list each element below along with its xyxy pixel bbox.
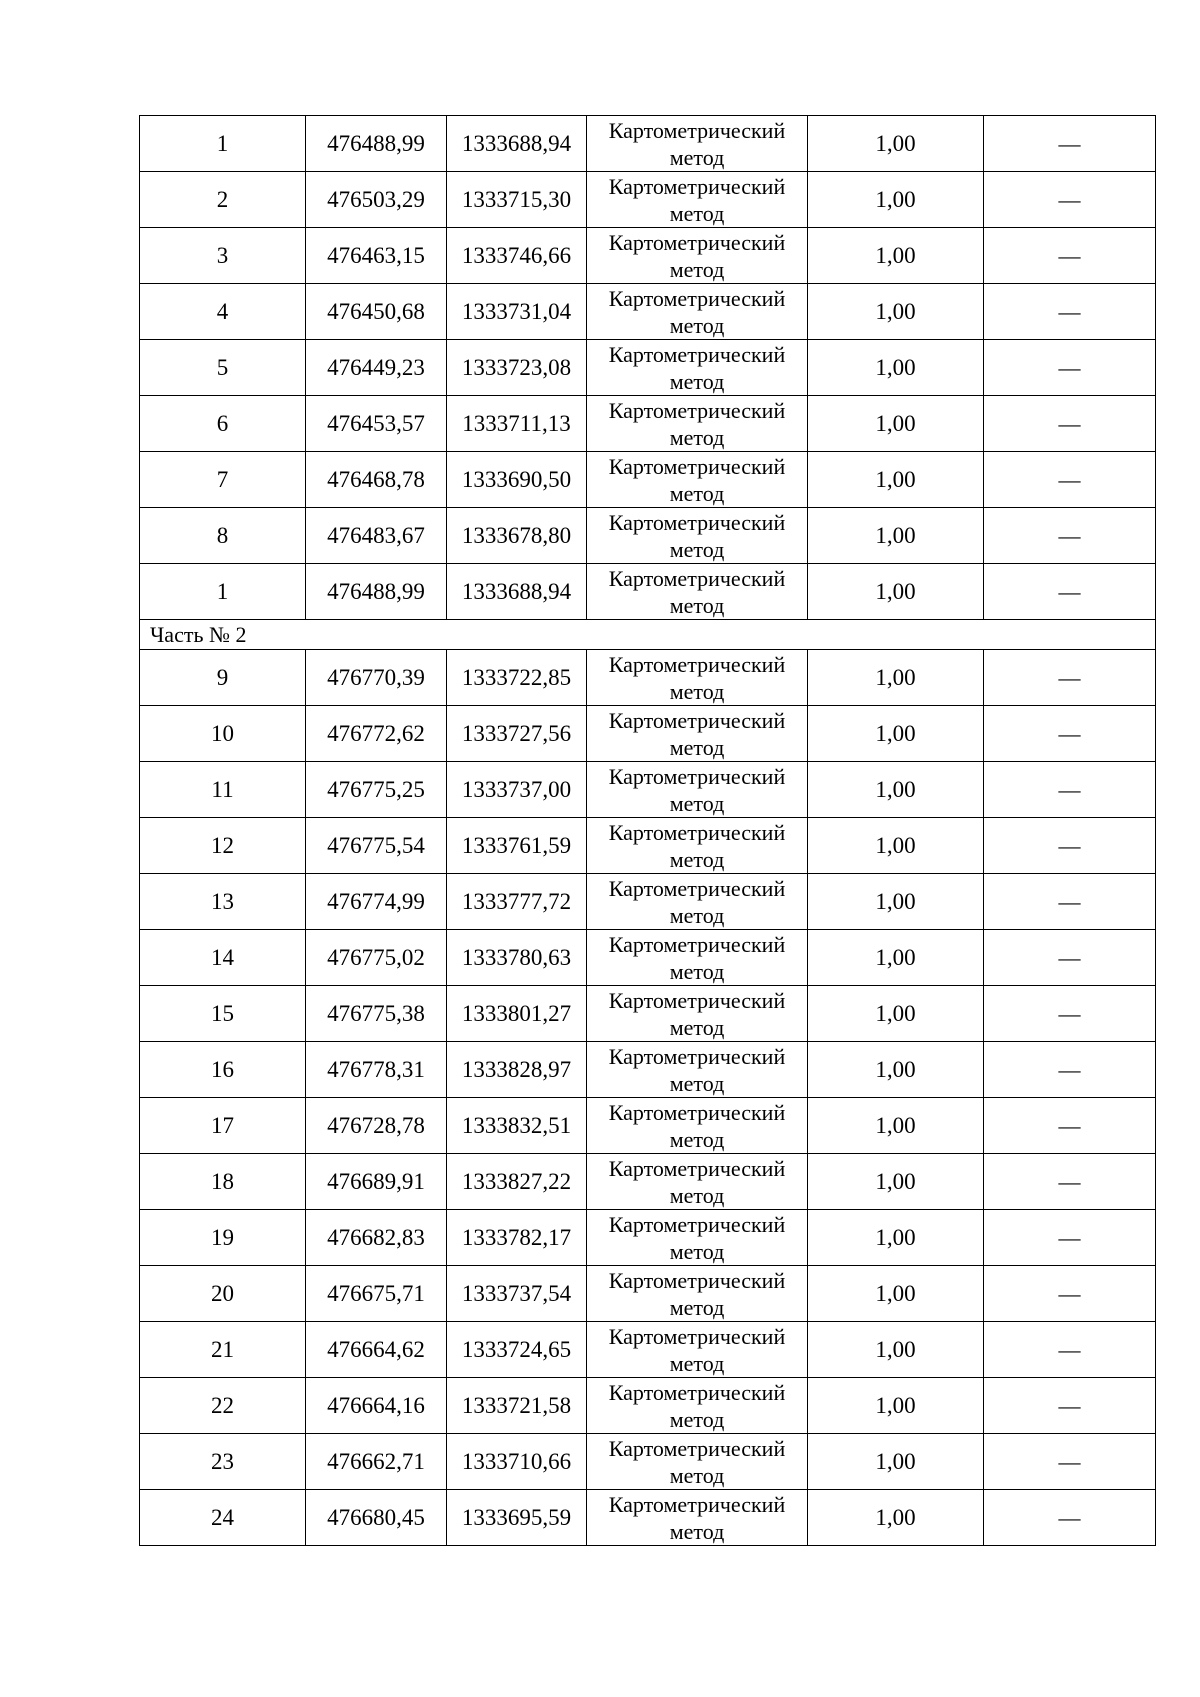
accuracy-cell: 1,00 — [808, 228, 984, 284]
x-coordinate-cell: 476774,99 — [306, 874, 447, 930]
x-coordinate-cell: 476689,91 — [306, 1154, 447, 1210]
method-cell: Картометрический метод — [587, 396, 808, 452]
y-coordinate-cell: 1333678,80 — [447, 508, 587, 564]
point-number-cell: 8 — [140, 508, 306, 564]
point-number-cell: 21 — [140, 1322, 306, 1378]
point-number-cell: 1 — [140, 116, 306, 172]
point-number-cell: 11 — [140, 762, 306, 818]
accuracy-cell: 1,00 — [808, 930, 984, 986]
y-coordinate-cell: 1333695,59 — [447, 1490, 587, 1546]
method-cell: Картометрический метод — [587, 650, 808, 706]
y-coordinate-cell: 1333746,66 — [447, 228, 587, 284]
table-row — [140, 172, 1156, 228]
method-cell: Картометрический метод — [587, 340, 808, 396]
description-cell: — — [984, 1042, 1156, 1098]
accuracy-cell: 1,00 — [808, 1266, 984, 1322]
method-cell: Картометрический метод — [587, 1322, 808, 1378]
y-coordinate-cell: 1333782,17 — [447, 1210, 587, 1266]
description-cell: — — [984, 818, 1156, 874]
x-coordinate-cell: 476664,62 — [306, 1322, 447, 1378]
point-number-cell: 14 — [140, 930, 306, 986]
accuracy-cell: 1,00 — [808, 452, 984, 508]
point-number-cell: 1 — [140, 564, 306, 620]
method-cell: Картометрический метод — [587, 706, 808, 762]
x-coordinate-cell: 476772,62 — [306, 706, 447, 762]
section-header-row — [140, 620, 1156, 650]
accuracy-cell: 1,00 — [808, 1210, 984, 1266]
point-number-cell: 7 — [140, 452, 306, 508]
description-cell: — — [984, 1098, 1156, 1154]
accuracy-cell: 1,00 — [808, 284, 984, 340]
table-row — [140, 1378, 1156, 1434]
method-cell: Картометрический метод — [587, 930, 808, 986]
method-cell: Картометрический метод — [587, 818, 808, 874]
y-coordinate-cell: 1333690,50 — [447, 452, 587, 508]
x-coordinate-cell: 476775,54 — [306, 818, 447, 874]
y-coordinate-cell: 1333688,94 — [447, 564, 587, 620]
x-coordinate-cell: 476775,25 — [306, 762, 447, 818]
x-coordinate-cell: 476778,31 — [306, 1042, 447, 1098]
point-number-cell: 4 — [140, 284, 306, 340]
accuracy-cell: 1,00 — [808, 1434, 984, 1490]
description-cell: — — [984, 396, 1156, 452]
accuracy-cell: 1,00 — [808, 116, 984, 172]
description-cell: — — [984, 1266, 1156, 1322]
method-cell: Картометрический метод — [587, 1490, 808, 1546]
description-cell: — — [984, 1322, 1156, 1378]
accuracy-cell: 1,00 — [808, 340, 984, 396]
point-number-cell: 3 — [140, 228, 306, 284]
y-coordinate-cell: 1333832,51 — [447, 1098, 587, 1154]
table-row — [140, 396, 1156, 452]
point-number-cell: 18 — [140, 1154, 306, 1210]
y-coordinate-cell: 1333723,08 — [447, 340, 587, 396]
description-cell: — — [984, 706, 1156, 762]
method-cell: Картометрический метод — [587, 1434, 808, 1490]
table-row — [140, 284, 1156, 340]
description-cell: — — [984, 1434, 1156, 1490]
point-number-cell: 23 — [140, 1434, 306, 1490]
table-row — [140, 564, 1156, 620]
accuracy-cell: 1,00 — [808, 650, 984, 706]
method-cell: Картометрический метод — [587, 1098, 808, 1154]
y-coordinate-cell: 1333827,22 — [447, 1154, 587, 1210]
table-row — [140, 650, 1156, 706]
x-coordinate-cell: 476453,57 — [306, 396, 447, 452]
description-cell: — — [984, 508, 1156, 564]
description-cell: — — [984, 1210, 1156, 1266]
point-number-cell: 2 — [140, 172, 306, 228]
description-cell: — — [984, 564, 1156, 620]
point-number-cell: 16 — [140, 1042, 306, 1098]
accuracy-cell: 1,00 — [808, 706, 984, 762]
point-number-cell: 22 — [140, 1378, 306, 1434]
point-number-cell: 5 — [140, 340, 306, 396]
method-cell: Картометрический метод — [587, 874, 808, 930]
table-row — [140, 228, 1156, 284]
table-row — [140, 874, 1156, 930]
x-coordinate-cell: 476488,99 — [306, 564, 447, 620]
table-row — [140, 1490, 1156, 1546]
description-cell: — — [984, 930, 1156, 986]
x-coordinate-cell: 476775,38 — [306, 986, 447, 1042]
y-coordinate-cell: 1333727,56 — [447, 706, 587, 762]
method-cell: Картометрический метод — [587, 1378, 808, 1434]
x-coordinate-cell: 476775,02 — [306, 930, 447, 986]
point-number-cell: 6 — [140, 396, 306, 452]
method-cell: Картометрический метод — [587, 284, 808, 340]
method-cell: Картометрический метод — [587, 1210, 808, 1266]
y-coordinate-cell: 1333780,63 — [447, 930, 587, 986]
description-cell: — — [984, 172, 1156, 228]
method-cell: Картометрический метод — [587, 564, 808, 620]
y-coordinate-cell: 1333710,66 — [447, 1434, 587, 1490]
y-coordinate-cell: 1333721,58 — [447, 1378, 587, 1434]
accuracy-cell: 1,00 — [808, 1154, 984, 1210]
method-cell: Картометрический метод — [587, 452, 808, 508]
y-coordinate-cell: 1333777,72 — [447, 874, 587, 930]
y-coordinate-cell: 1333715,30 — [447, 172, 587, 228]
description-cell: — — [984, 1154, 1156, 1210]
table-row — [140, 762, 1156, 818]
x-coordinate-cell: 476664,16 — [306, 1378, 447, 1434]
table-row — [140, 1098, 1156, 1154]
method-cell: Картометрический метод — [587, 1154, 808, 1210]
description-cell: — — [984, 1378, 1156, 1434]
table-row — [140, 508, 1156, 564]
method-cell: Картометрический метод — [587, 172, 808, 228]
point-number-cell: 19 — [140, 1210, 306, 1266]
point-number-cell: 20 — [140, 1266, 306, 1322]
x-coordinate-cell: 476662,71 — [306, 1434, 447, 1490]
accuracy-cell: 1,00 — [808, 818, 984, 874]
description-cell: — — [984, 284, 1156, 340]
method-cell: Картометрический метод — [587, 508, 808, 564]
x-coordinate-cell: 476503,29 — [306, 172, 447, 228]
description-cell: — — [984, 650, 1156, 706]
description-cell: — — [984, 452, 1156, 508]
y-coordinate-cell: 1333722,85 — [447, 650, 587, 706]
table-row — [140, 1154, 1156, 1210]
description-cell: — — [984, 228, 1156, 284]
y-coordinate-cell: 1333688,94 — [447, 116, 587, 172]
y-coordinate-cell: 1333761,59 — [447, 818, 587, 874]
table-row — [140, 818, 1156, 874]
table-row — [140, 1042, 1156, 1098]
table-row — [140, 340, 1156, 396]
method-cell: Картометрический метод — [587, 228, 808, 284]
method-cell: Картометрический метод — [587, 986, 808, 1042]
accuracy-cell: 1,00 — [808, 1490, 984, 1546]
x-coordinate-cell: 476483,67 — [306, 508, 447, 564]
table-row — [140, 1210, 1156, 1266]
x-coordinate-cell: 476728,78 — [306, 1098, 447, 1154]
description-cell: — — [984, 874, 1156, 930]
accuracy-cell: 1,00 — [808, 1042, 984, 1098]
accuracy-cell: 1,00 — [808, 1322, 984, 1378]
table-row — [140, 930, 1156, 986]
table-row — [140, 116, 1156, 172]
section-title: Часть № 2 — [140, 620, 1156, 650]
point-number-cell: 10 — [140, 706, 306, 762]
y-coordinate-cell: 1333828,97 — [447, 1042, 587, 1098]
point-number-cell: 15 — [140, 986, 306, 1042]
method-cell: Картометрический метод — [587, 762, 808, 818]
point-number-cell: 24 — [140, 1490, 306, 1546]
x-coordinate-cell: 476463,15 — [306, 228, 447, 284]
table-row — [140, 1322, 1156, 1378]
x-coordinate-cell: 476675,71 — [306, 1266, 447, 1322]
x-coordinate-cell: 476468,78 — [306, 452, 447, 508]
accuracy-cell: 1,00 — [808, 172, 984, 228]
point-number-cell: 17 — [140, 1098, 306, 1154]
y-coordinate-cell: 1333801,27 — [447, 986, 587, 1042]
point-number-cell: 12 — [140, 818, 306, 874]
accuracy-cell: 1,00 — [808, 1378, 984, 1434]
y-coordinate-cell: 1333737,00 — [447, 762, 587, 818]
y-coordinate-cell: 1333724,65 — [447, 1322, 587, 1378]
x-coordinate-cell: 476488,99 — [306, 116, 447, 172]
description-cell: — — [984, 116, 1156, 172]
accuracy-cell: 1,00 — [808, 1098, 984, 1154]
table-row — [140, 1434, 1156, 1490]
method-cell: Картометрический метод — [587, 1266, 808, 1322]
x-coordinate-cell: 476770,39 — [306, 650, 447, 706]
accuracy-cell: 1,00 — [808, 986, 984, 1042]
y-coordinate-cell: 1333731,04 — [447, 284, 587, 340]
accuracy-cell: 1,00 — [808, 508, 984, 564]
table-row — [140, 1266, 1156, 1322]
point-number-cell: 9 — [140, 650, 306, 706]
accuracy-cell: 1,00 — [808, 762, 984, 818]
y-coordinate-cell: 1333737,54 — [447, 1266, 587, 1322]
description-cell: — — [984, 986, 1156, 1042]
table-row — [140, 452, 1156, 508]
point-number-cell: 13 — [140, 874, 306, 930]
method-cell: Картометрический метод — [587, 1042, 808, 1098]
accuracy-cell: 1,00 — [808, 874, 984, 930]
accuracy-cell: 1,00 — [808, 396, 984, 452]
method-cell: Картометрический метод — [587, 116, 808, 172]
description-cell: — — [984, 762, 1156, 818]
x-coordinate-cell: 476450,68 — [306, 284, 447, 340]
description-cell: — — [984, 340, 1156, 396]
table-body — [140, 116, 1156, 1546]
accuracy-cell: 1,00 — [808, 564, 984, 620]
x-coordinate-cell: 476680,45 — [306, 1490, 447, 1546]
table-row — [140, 986, 1156, 1042]
y-coordinate-cell: 1333711,13 — [447, 396, 587, 452]
x-coordinate-cell: 476449,23 — [306, 340, 447, 396]
table-row — [140, 706, 1156, 762]
x-coordinate-cell: 476682,83 — [306, 1210, 447, 1266]
description-cell: — — [984, 1490, 1156, 1546]
coordinates-table — [139, 115, 1156, 1546]
